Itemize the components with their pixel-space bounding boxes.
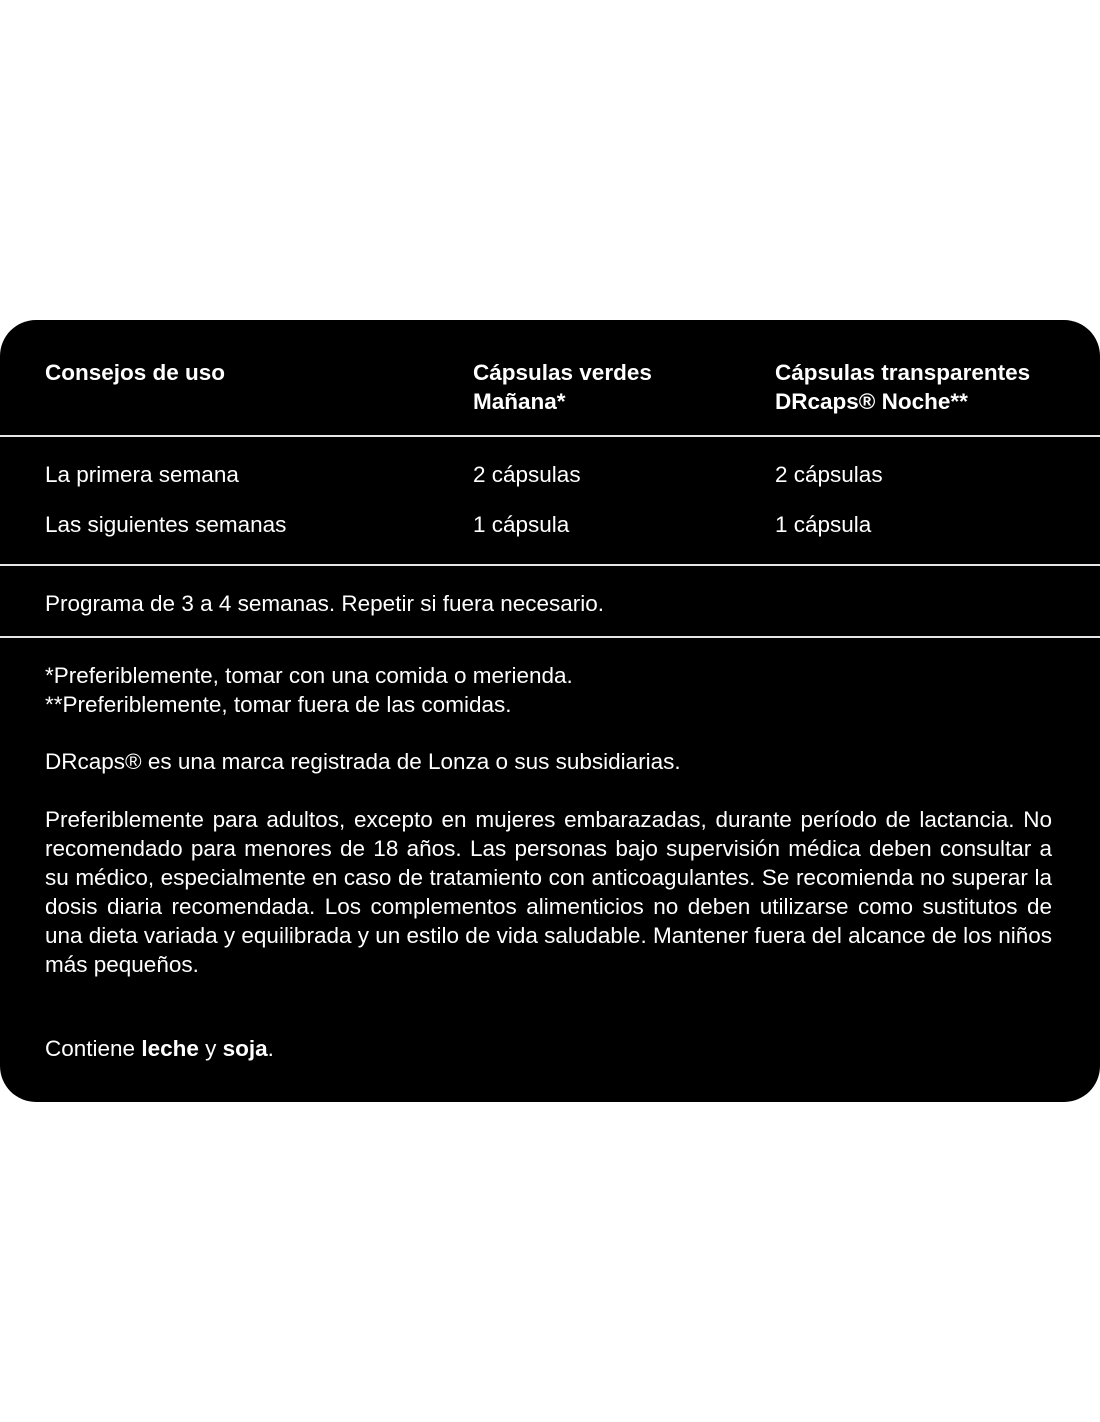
clear-capsule-dose: 2 cápsulas <box>775 462 883 487</box>
warning-paragraph: Preferiblemente para adultos, excepto en mujeres embarazadas, durante período de lactancia. No recomendado para menores de 18 años. Las personas bajo supervisión médica deben consultar a su médico, especialmente en caso de tratamiento con anticoagulantes. Se recomienda no superar la dosis diaria recomendada. Los complementos alimenticios no deben utilizarse como sustitutos de una dieta variada y equilibrada y un estilo de vida saludable. Mantener fuera del alcance de los niños más pequeños. <box>45 807 1052 977</box>
green-capsule-dose: 2 cápsulas <box>473 462 581 487</box>
green-capsule-dose: 1 cápsula <box>473 512 570 537</box>
header-clear-capsules-title: Cápsulas transparentes <box>775 360 1031 385</box>
usage-info-card <box>0 320 1100 1102</box>
divider <box>0 636 1100 638</box>
footnote-night: **Preferiblemente, tomar fuera de las comidas. <box>45 692 512 717</box>
allergens-suffix: . <box>267 1036 274 1061</box>
trademark-notice: DRcaps® es una marca registrada de Lonza o sus subsidiarias. <box>45 749 681 774</box>
allergen-milk: leche <box>141 1036 199 1061</box>
header-green-capsules <box>473 358 652 416</box>
header-usage-advice: Consejos de uso <box>45 360 226 385</box>
footnotes <box>45 661 1052 719</box>
divider <box>0 435 1100 437</box>
allergen-soy: soja <box>222 1036 268 1061</box>
row-label: Las siguientes semanas <box>45 512 287 537</box>
program-duration: Programa de 3 a 4 semanas. Repetir si fuera necesario. <box>45 591 605 616</box>
clear-capsule-dose: 1 cápsula <box>775 512 872 537</box>
allergens-statement <box>45 1034 1052 1063</box>
allergens-joiner: y <box>198 1036 223 1061</box>
header-green-capsules-title: Cápsulas verdes <box>473 360 652 385</box>
row-label: La primera semana <box>45 462 239 487</box>
divider <box>0 564 1100 566</box>
header-clear-capsules <box>775 358 1030 416</box>
header-clear-capsules-subtitle: DRcaps® Noche** <box>775 389 968 414</box>
header-green-capsules-subtitle: Mañana* <box>473 389 566 414</box>
allergens-prefix: Contiene <box>45 1036 142 1061</box>
footnote-morning: *Preferiblemente, tomar con una comida o merienda. <box>45 663 573 688</box>
